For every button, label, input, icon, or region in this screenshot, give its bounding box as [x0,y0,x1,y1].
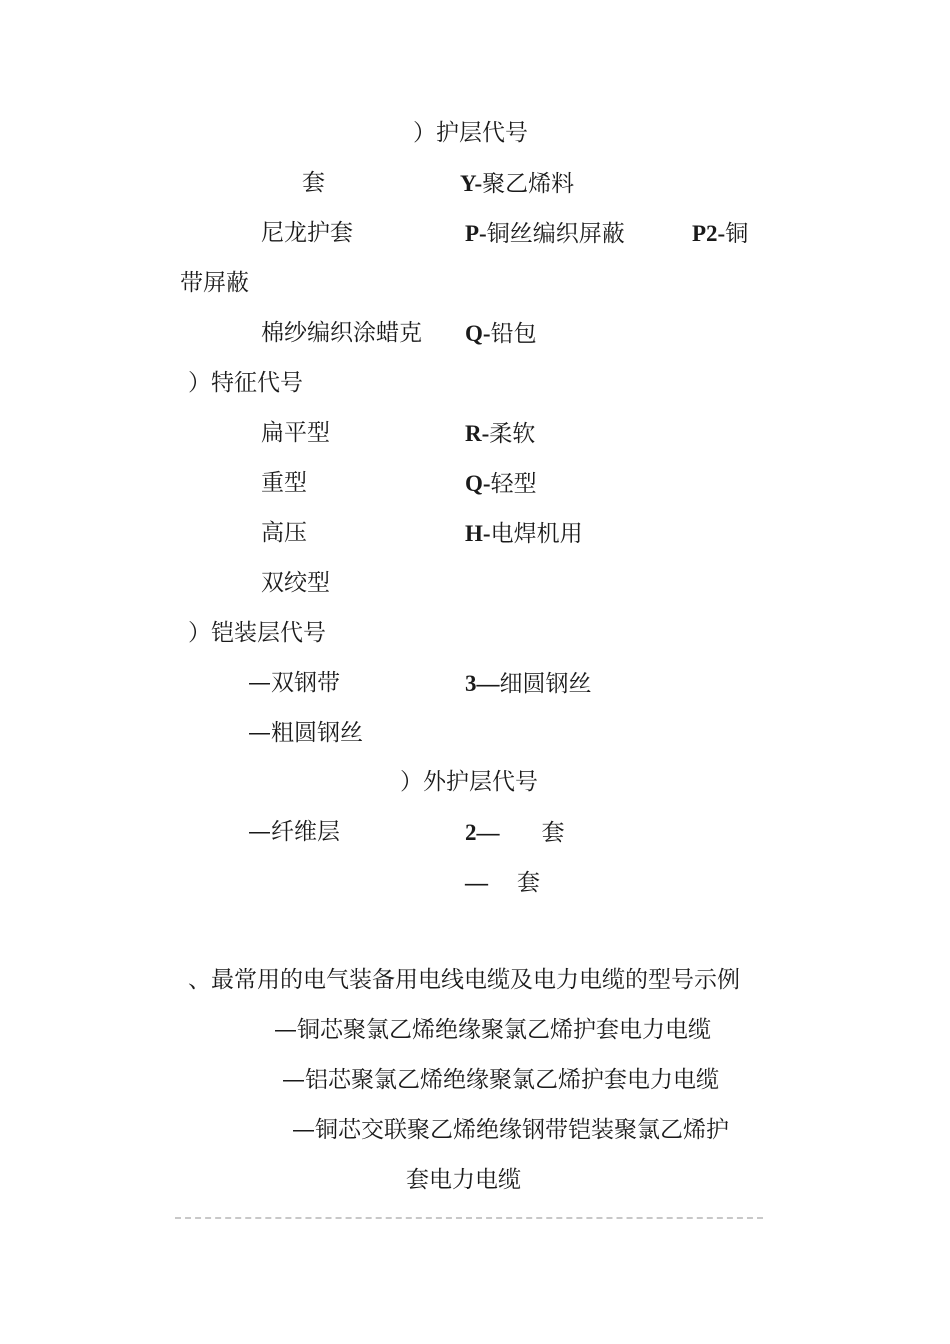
sheath-heading: ）护层代号 [413,120,528,146]
code-text: 铅包 [490,321,537,347]
code-text: 细圆钢丝 [499,671,592,697]
sheath-item-p [465,222,625,246]
feature-item-twisted: 双绞型 [261,570,330,596]
feature-item-heavy: 重型 [261,470,307,496]
sheath-item-p2-continued: 带屏蔽 [180,270,249,296]
code-text: 电焊机用 [490,521,583,547]
code: R- [465,421,490,446]
code: 3— [465,671,500,696]
code: 2— [465,820,500,845]
code-text: 铜丝编织屏蔽 [486,221,625,247]
feature-heading: ）特征代号 [188,370,303,396]
sheath-item-taotao: 套 [302,170,325,196]
code: Q- [465,321,491,346]
sheath-item-y [460,172,574,196]
code-text: 聚乙烯料 [482,171,575,197]
code-text: 套 [541,820,565,846]
footer-divider [175,1217,763,1219]
armor-item-3 [465,672,592,696]
sheath-item-cotton: 棉纱编织涂蜡克 [261,320,422,346]
outer-heading: ）外护层代号 [400,769,538,795]
example-line-3: —铜芯交联聚乙烯绝缘钢带铠装聚氯乙烯护 [292,1117,729,1143]
sheath-item-p2 [692,222,748,246]
feature-item-r [465,422,535,446]
feature-item-q [465,472,537,496]
feature-item-hv: 高压 [261,520,307,546]
armor-item-thick-wire: —粗圆钢丝 [248,720,363,746]
code: — [465,870,488,895]
code-text: 轻型 [490,471,537,497]
armor-item-double-steel: —双钢带 [248,670,340,696]
armor-heading: ）铠装层代号 [188,620,326,646]
sheath-item-nylon: 尼龙护套 [261,220,353,246]
code: P2- [692,221,726,246]
code-text: 柔软 [489,421,536,447]
outer-item-fiber: —纤维层 [248,819,340,845]
sheath-item-q [465,322,537,346]
examples-heading: 、最常用的电气装备用电线电缆及电力电缆的型号示例 [188,967,740,993]
code: Y- [460,171,483,196]
code: P- [465,221,487,246]
code-text: 套 [517,870,540,896]
code-text: 铜 [725,221,749,247]
code: H- [465,521,491,546]
example-line-2: —铝芯聚氯乙烯绝缘聚氯乙烯护套电力电缆 [282,1067,719,1093]
feature-item-h [465,522,583,546]
feature-item-flat: 扁平型 [261,420,330,446]
code: Q- [465,471,491,496]
outer-item-2 [465,821,565,845]
outer-item-dash [465,871,540,895]
example-line-3-continued: 套电力电缆 [406,1167,521,1193]
example-line-1: —铜芯聚氯乙烯绝缘聚氯乙烯护套电力电缆 [274,1017,711,1043]
